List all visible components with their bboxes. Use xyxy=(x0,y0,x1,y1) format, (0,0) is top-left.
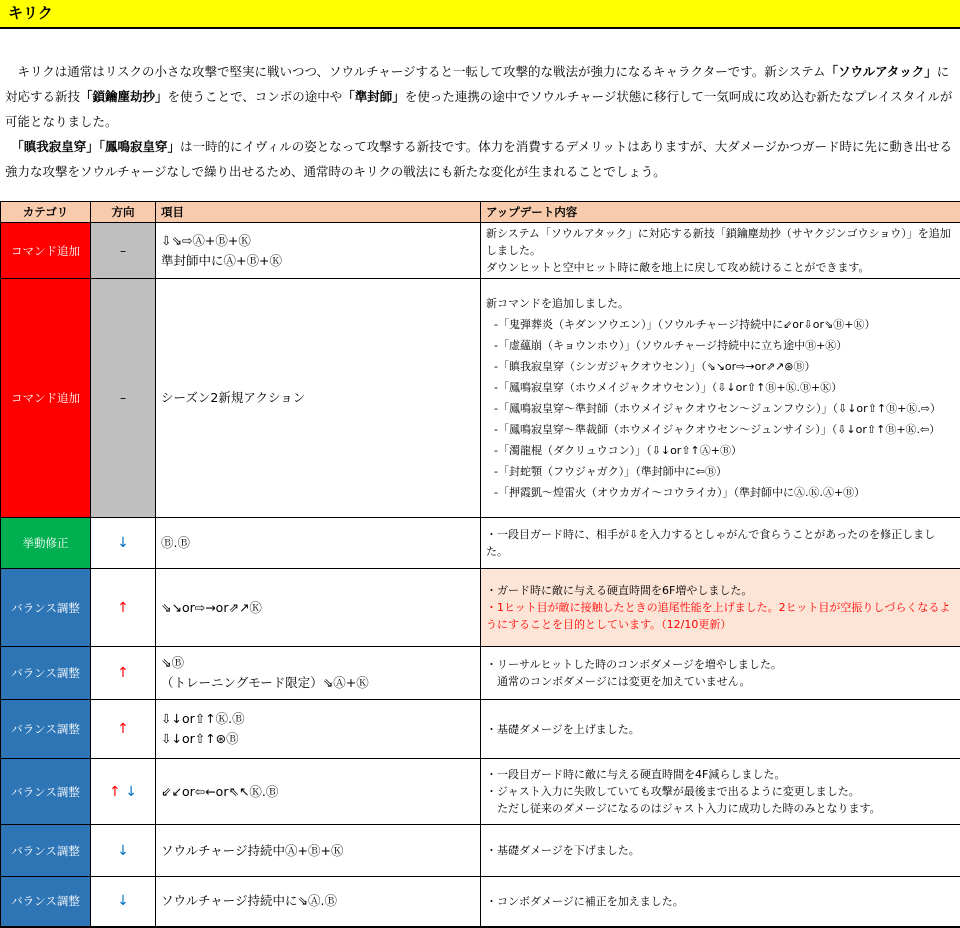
intro-paragraph-2 xyxy=(5,134,954,184)
update-line: ・基礎ダメージを下げました。 xyxy=(486,842,955,859)
table-header-row xyxy=(1,202,960,223)
update-cell xyxy=(481,647,960,700)
update-cell xyxy=(481,518,960,569)
new-command-line: -「鳳鳴寂皇穿～準封師（ホウメイジャクオウセン～ジュンフウシ）」（⇩↓or⇧↑Ⓑ+Ⓚ.⇨） xyxy=(486,398,955,419)
update-cell xyxy=(481,825,960,877)
intro-text: は一時的にイヴィルの姿となって攻撃する新技です。体力を消費するデメリットはありますが、大ダメージかつガード時に先に動き出せる強力な攻撃をソウルチャージなしで繰り出せるため、通常時のキリクの戦法にも新たな変化が生まれることでしょう。 xyxy=(5,139,952,179)
new-command-line: -「虚蘊崩（キョウンホウ）」（ソウルチャージ持続中に立ち途中Ⓑ+Ⓚ） xyxy=(486,335,955,356)
intro-text: を使うことで、コンボの途中や xyxy=(168,89,343,104)
command-line: 準封師中にⒶ+Ⓑ+Ⓚ xyxy=(161,251,475,271)
table-row xyxy=(1,825,960,877)
update-cell xyxy=(481,223,960,279)
table-row xyxy=(1,647,960,700)
move-name-sayakujingousho: 「鎖鑰塵劫抄」 xyxy=(80,89,168,104)
up-arrow-icon: ↑ xyxy=(109,784,121,800)
category-cell: コマンド追加 xyxy=(1,279,91,518)
direction-cell xyxy=(91,700,156,759)
character-intro xyxy=(0,29,960,184)
direction-cell xyxy=(91,877,156,927)
command-cell xyxy=(156,223,481,279)
intro-text: に対応する新技 xyxy=(5,64,949,104)
category-cell: 挙動修正 xyxy=(1,518,91,569)
category-cell: コマンド追加 xyxy=(1,223,91,279)
category-cell: バランス調整 xyxy=(1,700,91,759)
direction-cell xyxy=(91,825,156,877)
table-row xyxy=(1,569,960,647)
command-line: Ⓑ.Ⓑ xyxy=(161,533,475,553)
command-line: ソウルチャージ持続中Ⓐ+Ⓑ+Ⓚ xyxy=(161,841,475,861)
update-line: ・リーサルヒットした時のコンボダメージを増やしました。 xyxy=(486,656,955,673)
table-row xyxy=(1,700,960,759)
table-row xyxy=(1,877,960,927)
column-header-item: 項目 xyxy=(156,202,481,223)
down-arrow-icon: ↓ xyxy=(117,893,129,909)
command-cell xyxy=(156,877,481,927)
update-line: ・一段目ガード時に敵に与える硬直時間を4F減らしました。 xyxy=(486,766,955,783)
command-line: ⇩↓or⇧↑⊛Ⓑ xyxy=(161,729,475,749)
move-name-evil-stances: 「瞋我寂皇穿」「鳳鳴寂皇穿」 xyxy=(18,139,181,154)
category-cell: バランス調整 xyxy=(1,647,91,700)
update-cell xyxy=(481,700,960,759)
update-line: ・基礎ダメージを上げました。 xyxy=(486,721,955,738)
column-header-category: カテゴリ xyxy=(1,202,91,223)
command-cell xyxy=(156,279,481,518)
table-row xyxy=(1,279,960,518)
direction-cell xyxy=(91,518,156,569)
update-line: ・一段目ガード時に、相手が⇩を入力するとしゃがんで食らうことがあったのを修正しました。 xyxy=(486,526,955,560)
command-line: シーズン2新規アクション xyxy=(161,388,475,408)
update-line: ・コンボダメージに補正を加えました。 xyxy=(486,893,955,910)
down-arrow-icon: ↓ xyxy=(125,784,137,800)
intro-text: キリクは通常はリスクの小さな攻撃で堅実に戦いつつ、ソウルチャージすると一転して攻撃的な戦法が強力になるキャラクターです。新システム xyxy=(5,64,826,79)
command-line: ⇩↓or⇧↑Ⓚ.Ⓑ xyxy=(161,709,475,729)
new-command-line: -「押霞凱～煌雷火（オウカガイ～コウライカ）」（準封師中にⒶ.Ⓚ.Ⓐ+Ⓑ） xyxy=(486,482,955,503)
new-command-line: -「鳳鳴寂皇穿～準裁師（ホウメイジャクオウセン～ジュンサイシ）」（⇩↓or⇧↑Ⓑ+Ⓚ.⇦） xyxy=(486,419,955,440)
up-arrow-icon: ↑ xyxy=(117,721,129,737)
page-title: キリク xyxy=(0,0,960,29)
up-arrow-icon: ↑ xyxy=(117,600,129,616)
command-cell xyxy=(156,569,481,647)
category-cell: バランス調整 xyxy=(1,877,91,927)
new-command-line: -「瞋我寂皇穿（シンガジャクオウセン）」（⇘↘or⇨→or⇗↗⊛Ⓑ） xyxy=(486,356,955,377)
update-cell xyxy=(481,759,960,825)
category-cell: バランス調整 xyxy=(1,759,91,825)
direction-cell xyxy=(91,759,156,825)
new-command-line: -「封蛇顎（フウジャガク）」（準封師中に⇦Ⓑ） xyxy=(486,461,955,482)
update-line: ・ガード時に敵に与える硬直時間を6F増やしました。 xyxy=(486,582,955,599)
down-arrow-icon: ↓ xyxy=(117,843,129,859)
direction-cell xyxy=(91,569,156,647)
command-cell xyxy=(156,647,481,700)
update-line: ・ジャスト入力に失敗していても攻撃が最後まで出るように変更しました。 xyxy=(486,783,955,800)
direction-cell xyxy=(91,647,156,700)
new-command-line: -「鬼弾葬炎（キダンソウエン）」（ソウルチャージ持続中に⇙or⇩or⇘Ⓑ+Ⓚ） xyxy=(486,314,955,335)
column-header-content: アップデート内容 xyxy=(481,202,960,223)
command-line: ⇘Ⓑ xyxy=(161,653,475,673)
up-arrow-icon: ↑ xyxy=(117,665,129,681)
table-row xyxy=(1,223,960,279)
command-cell xyxy=(156,759,481,825)
direction-cell: – xyxy=(91,279,156,518)
direction-cell: – xyxy=(91,223,156,279)
command-line: ソウルチャージ持続中に⇘Ⓐ.Ⓑ xyxy=(161,891,475,911)
move-name-junfushi: 「準封師」 xyxy=(342,89,405,104)
command-line: ⇩⇘⇨Ⓐ+Ⓑ+Ⓚ xyxy=(161,231,475,251)
update-cell xyxy=(481,877,960,927)
column-header-direction: 方向 xyxy=(91,202,156,223)
new-command-line: -「鳳鳴寂皇穿（ホウメイジャクオウセン）」（⇩↓or⇧↑Ⓑ+Ⓚ.Ⓑ+Ⓚ） xyxy=(486,377,955,398)
command-line: ⇘↘or⇨→or⇗↗Ⓚ xyxy=(161,598,475,618)
update-line: ただし従来のダメージになるのはジャスト入力に成功した時のみとなります。 xyxy=(486,800,955,817)
patch-notes-table xyxy=(0,201,960,928)
command-cell xyxy=(156,700,481,759)
command-line: ⇙↙or⇦←or⇖↖Ⓚ.Ⓑ xyxy=(161,782,475,802)
update-line: ダウンヒットと空中ヒット時に敵を地上に戻して攻め続けることができます。 xyxy=(486,259,955,276)
down-arrow-icon: ↓ xyxy=(117,535,129,551)
command-cell xyxy=(156,825,481,877)
intro-text xyxy=(5,139,18,154)
update-line-revised: ・1ヒット目が敵に接触したときの追尾性能を上げました。2ヒット目が空振りしづらくなるようにすることを目的としています。（12/10更新） xyxy=(486,599,955,633)
intro-text: を使った連携の途中でソウルチャージ状態に移行して一気呵成に攻め込む新たなプレイスタイルが可能となりました。 xyxy=(5,89,952,129)
update-line: 通常のコンボダメージには変更を加えていません。 xyxy=(486,673,955,690)
intro-paragraph-1 xyxy=(5,59,954,134)
update-cell xyxy=(481,569,960,647)
update-line: 新コマンドを追加しました。 xyxy=(486,293,955,314)
command-line: （トレーニングモード限定）⇘Ⓐ+Ⓚ xyxy=(161,673,475,693)
new-command-line: -「濁龍棍（ダクリュウコン）」（⇩↓or⇧↑Ⓐ+Ⓑ） xyxy=(486,440,955,461)
update-line: 新システム「ソウルアタック」に対応する新技「鎖鑰塵劫抄（サヤクジンゴウショウ）」を追加しました。 xyxy=(486,225,955,259)
table-row xyxy=(1,759,960,825)
update-cell xyxy=(481,279,960,518)
move-name-soul-attack: 「ソウルアタック」 xyxy=(826,64,937,79)
category-cell: バランス調整 xyxy=(1,569,91,647)
category-cell: バランス調整 xyxy=(1,825,91,877)
command-cell xyxy=(156,518,481,569)
table-row xyxy=(1,518,960,569)
